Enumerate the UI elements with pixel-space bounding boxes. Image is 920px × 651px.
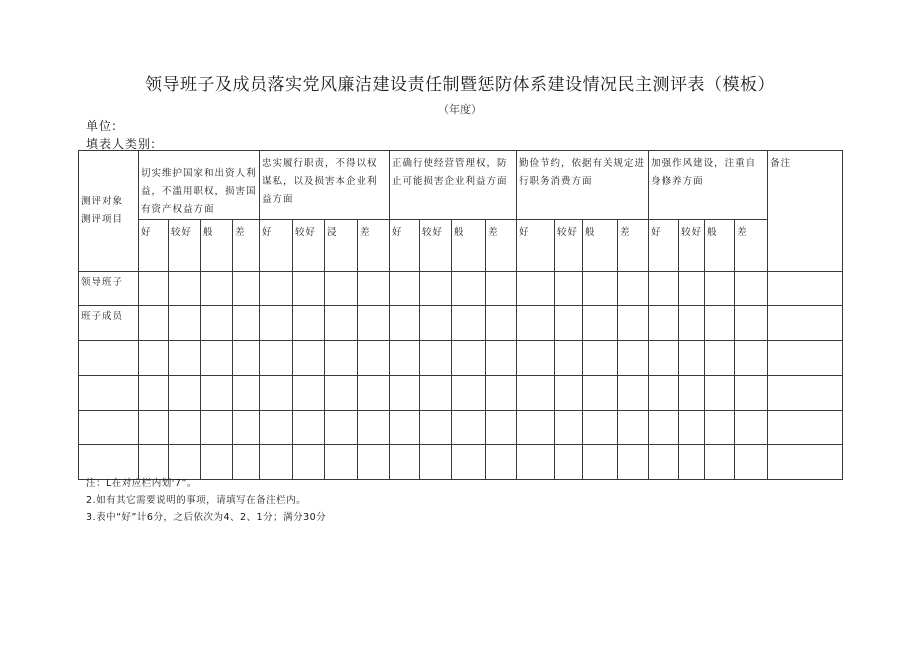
rating-header-cell <box>420 220 452 272</box>
rating-input-cell[interactable] <box>649 411 679 445</box>
evaluation-target-cell <box>79 376 139 411</box>
rating-header-cell <box>293 220 325 272</box>
rating-header-cell <box>139 220 169 272</box>
table-row <box>79 341 843 376</box>
rating-label: 好 <box>141 227 152 239</box>
table-row <box>79 376 843 411</box>
rating-input-cell[interactable] <box>325 341 358 376</box>
rating-input-cell[interactable] <box>517 272 555 306</box>
rating-input-cell[interactable] <box>201 411 233 445</box>
evaluation-target-label: 领导班子 <box>81 277 124 289</box>
rating-input-cell[interactable] <box>169 306 201 341</box>
criterion-header-3 <box>390 151 517 220</box>
rating-input-cell[interactable] <box>358 445 390 480</box>
rating-input-cell[interactable] <box>583 341 618 376</box>
rating-input-cell[interactable] <box>420 272 452 306</box>
criterion-label: 忠实履行职责，不得以权谋私，以及损害本企业利益方面 <box>262 158 378 206</box>
rating-input-cell[interactable] <box>358 272 390 306</box>
rating-header-cell <box>486 220 517 272</box>
rating-input-cell[interactable] <box>735 445 768 480</box>
rating-input-cell[interactable] <box>555 445 583 480</box>
rating-input-cell[interactable] <box>679 306 705 341</box>
rating-input-cell[interactable] <box>486 272 517 306</box>
rating-input-cell[interactable] <box>139 306 169 341</box>
rating-input-cell[interactable] <box>618 306 649 341</box>
rating-input-cell[interactable] <box>390 306 420 341</box>
rating-input-cell[interactable] <box>452 272 486 306</box>
rating-input-cell[interactable] <box>293 411 325 445</box>
table-row <box>79 411 843 445</box>
footnotes <box>86 475 326 526</box>
rating-input-cell[interactable] <box>679 376 705 411</box>
rating-label: 较好 <box>557 227 579 239</box>
note-3: 3.表中“好”计6分，之后依次为4、2、1分；满分30分 <box>86 512 327 523</box>
criterion-label: 勤俭节约，依据有关规定进行职务消费方面 <box>519 158 646 188</box>
rating-label: 般 <box>454 227 465 239</box>
rating-input-cell[interactable] <box>325 306 358 341</box>
rating-input-cell[interactable] <box>679 445 705 480</box>
rating-label: 差 <box>488 227 499 239</box>
rating-input-cell[interactable] <box>679 341 705 376</box>
page-title: 领导班子及成员落实党风廉洁建设责任制暨惩防体系建设情况民主测评表（模板） <box>145 75 775 95</box>
table-row <box>79 272 843 306</box>
corner-label: 测评对象 测评项目 <box>81 196 124 226</box>
rating-input-cell[interactable] <box>420 376 452 411</box>
rating-input-cell[interactable] <box>452 306 486 341</box>
rating-input-cell[interactable] <box>618 272 649 306</box>
criterion-header-2 <box>260 151 390 220</box>
evaluation-target-cell <box>79 411 139 445</box>
rating-input-cell[interactable] <box>583 411 618 445</box>
rating-input-cell[interactable] <box>325 445 358 480</box>
rating-input-cell[interactable] <box>517 306 555 341</box>
rating-input-cell[interactable] <box>705 341 735 376</box>
rating-label: 较好 <box>171 227 193 239</box>
rating-label: 般 <box>203 227 214 239</box>
rating-input-cell[interactable] <box>260 272 293 306</box>
rating-input-cell[interactable] <box>452 445 486 480</box>
rating-input-cell[interactable] <box>169 376 201 411</box>
rating-input-cell[interactable] <box>517 411 555 445</box>
rating-input-cell[interactable] <box>486 376 517 411</box>
evaluation-table <box>78 150 843 480</box>
remarks-input-cell[interactable] <box>768 306 843 341</box>
rating-input-cell[interactable] <box>555 272 583 306</box>
rating-input-cell[interactable] <box>201 376 233 411</box>
rating-label: 较好 <box>681 227 703 239</box>
rating-input-cell[interactable] <box>358 306 390 341</box>
rating-label: 较好 <box>295 227 317 239</box>
rating-input-cell[interactable] <box>233 306 260 341</box>
remarks-label: 备注 <box>770 158 792 169</box>
remarks-input-cell[interactable] <box>768 411 843 445</box>
rating-input-cell[interactable] <box>618 376 649 411</box>
rating-input-cell[interactable] <box>139 376 169 411</box>
rating-input-cell[interactable] <box>452 376 486 411</box>
remarks-input-cell[interactable] <box>768 341 843 376</box>
rating-input-cell[interactable] <box>649 445 679 480</box>
rating-input-cell[interactable] <box>260 341 293 376</box>
remarks-header <box>768 151 843 272</box>
rating-label: 浸 <box>327 227 338 239</box>
rating-input-cell[interactable] <box>649 272 679 306</box>
rating-header-cell <box>358 220 390 272</box>
rating-input-cell[interactable] <box>260 376 293 411</box>
rating-input-cell[interactable] <box>293 272 325 306</box>
evaluation-target-cell <box>79 306 139 341</box>
rating-input-cell[interactable] <box>486 306 517 341</box>
rating-input-cell[interactable] <box>390 341 420 376</box>
rating-input-cell[interactable] <box>139 272 169 306</box>
rating-input-cell[interactable] <box>679 411 705 445</box>
rating-input-cell[interactable] <box>555 341 583 376</box>
rating-input-cell[interactable] <box>452 411 486 445</box>
corner-header-cell <box>79 151 139 272</box>
rating-header-cell <box>233 220 260 272</box>
rating-input-cell[interactable] <box>486 341 517 376</box>
rating-label: 差 <box>360 227 371 239</box>
rating-label: 好 <box>519 227 530 239</box>
rating-header-cell <box>555 220 583 272</box>
rating-input-cell[interactable] <box>293 341 325 376</box>
rating-input-cell[interactable] <box>420 411 452 445</box>
rating-input-cell[interactable] <box>555 411 583 445</box>
rating-input-cell[interactable] <box>420 445 452 480</box>
rating-label: 较好 <box>422 227 444 239</box>
rating-input-cell[interactable] <box>169 272 201 306</box>
rating-input-cell[interactable] <box>583 376 618 411</box>
rating-input-cell[interactable] <box>233 272 260 306</box>
rating-input-cell[interactable] <box>201 272 233 306</box>
criterion-label: 切实维护国家和出资人利益，不滥用职权，损害国有资产权益方面 <box>141 168 257 216</box>
rating-input-cell[interactable] <box>260 411 293 445</box>
rating-header-cell <box>452 220 486 272</box>
criterion-label: 正确行使经营管理权，防止可能损害企业利益方面 <box>392 158 508 188</box>
table-row <box>79 306 843 341</box>
rating-input-cell[interactable] <box>705 445 735 480</box>
rating-input-cell[interactable] <box>517 445 555 480</box>
criterion-header-4 <box>517 151 649 220</box>
rating-input-cell[interactable] <box>358 411 390 445</box>
rating-input-cell[interactable] <box>233 341 260 376</box>
rating-input-cell[interactable] <box>325 272 358 306</box>
rating-input-cell[interactable] <box>169 411 201 445</box>
rating-header-cell <box>201 220 233 272</box>
note-2: 2.如有其它需要说明的事项，请填写在备注栏内。 <box>86 495 307 506</box>
rating-input-cell[interactable] <box>555 376 583 411</box>
rating-header-cell <box>618 220 649 272</box>
rating-label: 好 <box>651 227 662 239</box>
rating-input-cell[interactable] <box>583 445 618 480</box>
rating-header-cell <box>325 220 358 272</box>
remarks-input-cell[interactable] <box>768 445 843 480</box>
rating-label: 差 <box>737 227 748 239</box>
rating-input-cell[interactable] <box>517 341 555 376</box>
remarks-input-cell[interactable] <box>768 376 843 411</box>
rating-input-cell[interactable] <box>649 341 679 376</box>
rating-input-cell[interactable] <box>555 306 583 341</box>
rating-input-cell[interactable] <box>390 376 420 411</box>
rating-header-cell <box>169 220 201 272</box>
rating-input-cell[interactable] <box>358 376 390 411</box>
rating-input-cell[interactable] <box>705 306 735 341</box>
rating-label: 差 <box>620 227 631 239</box>
rating-label: 般 <box>707 227 718 239</box>
rating-header-cell <box>679 220 705 272</box>
rating-input-cell[interactable] <box>390 272 420 306</box>
rating-input-cell[interactable] <box>201 306 233 341</box>
rating-input-cell[interactable] <box>705 272 735 306</box>
rating-input-cell[interactable] <box>735 376 768 411</box>
rating-input-cell[interactable] <box>679 272 705 306</box>
rating-header-cell <box>649 220 679 272</box>
rating-input-cell[interactable] <box>325 411 358 445</box>
criterion-header-1 <box>139 151 260 220</box>
rating-input-cell[interactable] <box>420 306 452 341</box>
rating-header-cell <box>390 220 420 272</box>
rating-input-cell[interactable] <box>139 341 169 376</box>
rating-input-cell[interactable] <box>649 306 679 341</box>
criterion-label: 加强作风建设，注重自身修养方面 <box>651 158 757 188</box>
rating-input-cell[interactable] <box>390 411 420 445</box>
rating-input-cell[interactable] <box>486 411 517 445</box>
rating-input-cell[interactable] <box>420 341 452 376</box>
rating-header-cell <box>260 220 293 272</box>
rating-input-cell[interactable] <box>649 376 679 411</box>
rating-input-cell[interactable] <box>169 341 201 376</box>
rating-input-cell[interactable] <box>705 376 735 411</box>
remarks-input-cell[interactable] <box>768 272 843 306</box>
rating-input-cell[interactable] <box>517 376 555 411</box>
rating-input-cell[interactable] <box>583 306 618 341</box>
year-subtitle: （年度） <box>438 103 482 116</box>
rating-input-cell[interactable] <box>735 411 768 445</box>
filler-category-label: 填表人类别: <box>86 137 157 151</box>
rating-input-cell[interactable] <box>293 306 325 341</box>
rating-input-cell[interactable] <box>705 411 735 445</box>
rating-input-cell[interactable] <box>390 445 420 480</box>
rating-input-cell[interactable] <box>486 445 517 480</box>
rating-input-cell[interactable] <box>452 341 486 376</box>
note-1: 注：L在对应栏内划'7”。 <box>86 478 197 489</box>
rating-label: 好 <box>262 227 273 239</box>
criterion-header-5 <box>649 151 768 220</box>
rating-input-cell[interactable] <box>233 376 260 411</box>
evaluation-target-label: 班子成员 <box>81 311 124 323</box>
unit-label: 单位: <box>86 119 118 133</box>
rating-input-cell[interactable] <box>358 341 390 376</box>
rating-header-cell <box>583 220 618 272</box>
rating-label: 差 <box>235 227 246 239</box>
rating-input-cell[interactable] <box>618 445 649 480</box>
rating-input-cell[interactable] <box>735 272 768 306</box>
rating-header-cell <box>735 220 768 272</box>
rating-input-cell[interactable] <box>233 411 260 445</box>
rating-header-cell <box>705 220 735 272</box>
evaluation-target-cell <box>79 341 139 376</box>
rating-input-cell[interactable] <box>735 306 768 341</box>
rating-input-cell[interactable] <box>618 341 649 376</box>
rating-input-cell[interactable] <box>618 411 649 445</box>
rating-input-cell[interactable] <box>139 411 169 445</box>
rating-input-cell[interactable] <box>583 272 618 306</box>
rating-input-cell[interactable] <box>201 341 233 376</box>
rating-input-cell[interactable] <box>735 341 768 376</box>
rating-label: 般 <box>585 227 596 239</box>
rating-header-cell <box>517 220 555 272</box>
rating-input-cell[interactable] <box>325 376 358 411</box>
evaluation-target-cell <box>79 272 139 306</box>
rating-input-cell[interactable] <box>260 306 293 341</box>
rating-input-cell[interactable] <box>293 376 325 411</box>
rating-label: 好 <box>392 227 403 239</box>
